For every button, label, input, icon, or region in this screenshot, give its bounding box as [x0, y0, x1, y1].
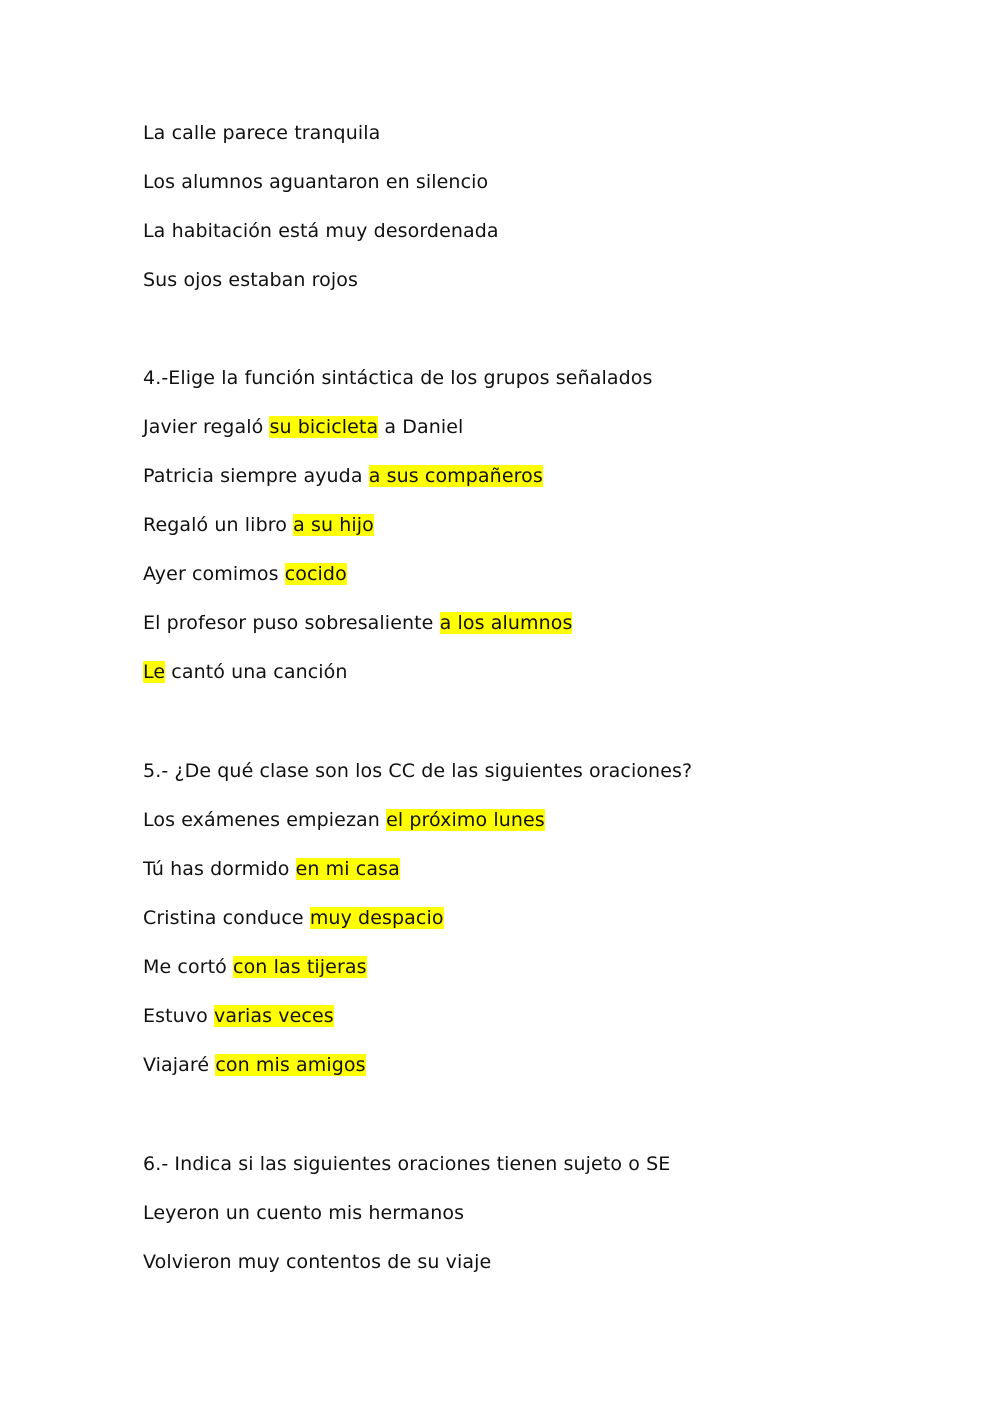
section-6-heading: 6.- Indica si las siguientes oraciones tienen sujeto o SE [143, 1153, 671, 1175]
sentence-text: El profesor puso sobresaliente [143, 612, 440, 634]
highlighted-group: a los alumnos [439, 612, 573, 634]
intro-line: Sus ojos estaban rojos [143, 269, 358, 291]
sentence-text: Cristina conduce [143, 907, 310, 929]
highlighted-group: a sus compañeros [368, 465, 543, 487]
intro-line: Los alumnos aguantaron en silencio [143, 171, 489, 193]
highlighted-group: su bicicleta [269, 416, 379, 438]
section-4-item [143, 464, 543, 488]
section-5-item [143, 857, 400, 881]
intro-line: La calle parece tranquila [143, 122, 381, 144]
highlighted-group: Le [143, 661, 166, 683]
section-4-item [143, 562, 347, 586]
highlighted-group: muy despacio [309, 907, 444, 929]
section-4-item [143, 611, 572, 635]
sentence-text: Tú has dormido [143, 858, 296, 880]
sentence-text: Javier regaló [143, 416, 270, 438]
section-6-item: Volvieron muy contentos de su viaje [143, 1251, 492, 1273]
highlighted-group: con mis amigos [215, 1054, 366, 1076]
section-5-item [143, 955, 367, 979]
highlighted-group: en mi casa [295, 858, 400, 880]
section-4-item [143, 660, 348, 684]
highlighted-group: con las tijeras [233, 956, 367, 978]
sentence-text: Los exámenes empiezan [143, 809, 387, 831]
section-5-item [143, 1053, 366, 1077]
highlighted-group: cocido [284, 563, 347, 585]
sentence-text: cantó una canción [165, 661, 348, 683]
sentence-text: a Daniel [378, 416, 464, 438]
section-4-heading: 4.-Elige la función sintáctica de los grupos señalados [143, 367, 653, 389]
sentence-text: Regaló un libro [143, 514, 294, 536]
sentence-text: Ayer comimos [143, 563, 285, 585]
section-5-item [143, 906, 444, 930]
section-4-item [143, 513, 374, 537]
sentence-text: Patricia siempre ayuda [143, 465, 369, 487]
highlighted-group: varias veces [214, 1005, 334, 1027]
highlighted-group: el próximo lunes [386, 809, 545, 831]
sentence-text: Estuvo [143, 1005, 215, 1027]
sentence-text: Me cortó [143, 956, 234, 978]
section-5-heading: 5.- ¿De qué clase son los CC de las siguientes oraciones? [143, 760, 693, 782]
section-5-item [143, 808, 545, 832]
section-6-item: Leyeron un cuento mis hermanos [143, 1202, 465, 1224]
sentence-text: Viajaré [143, 1054, 216, 1076]
section-5-item [143, 1004, 334, 1028]
section-4-item [143, 415, 463, 439]
highlighted-group: a su hijo [293, 514, 374, 536]
intro-line: La habitación está muy desordenada [143, 220, 499, 242]
